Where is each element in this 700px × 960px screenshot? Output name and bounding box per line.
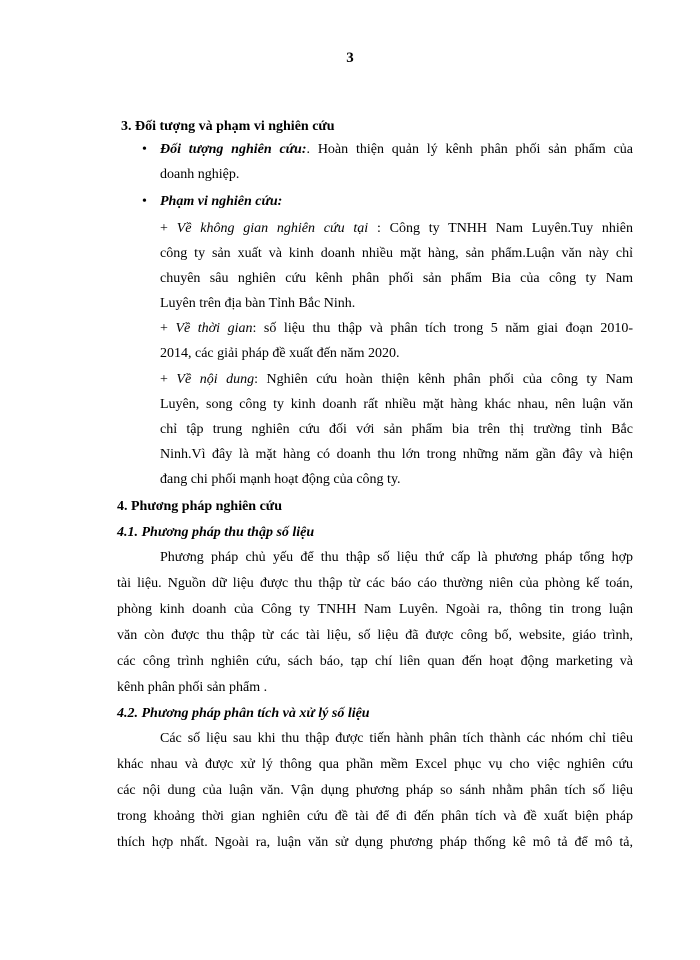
scope-content-text-2: Luyên, song công ty kinh doanh rất nhiều mặt hàng khác nhau, nên luận văn (160, 397, 633, 412)
paragraph-line: tài liệu. Nguồn dữ liệu được thu thập từ các báo cáo thường niên của phòng kế toán, (117, 576, 633, 591)
paragraph-line: trong khoảng thời gian nghiên cứu đề tài để đi đến phân tích và đề xuất biện pháp (117, 809, 633, 824)
scope-space-text-2: công ty sản xuất và kinh doanh nhiều mặt hàng, sản phẩm.Luận văn này chỉ (160, 246, 633, 261)
scope-time-text-2: 2014, các giải pháp đề xuất đến năm 2020. (160, 346, 400, 361)
paragraph-line: các công trình nghiên cứu, sách báo, tạp chí liên quan đến hoạt động marketing và (117, 654, 633, 669)
scope-space-text-3: chuyên sâu nghiên cứu kênh phân phối sản phẩm Bia của công ty Nam (160, 271, 633, 286)
paragraph-line: Các số liệu sau khi thu thập được tiến hành phân tích thành các nhóm chỉ tiêu (160, 731, 633, 746)
paragraph-line: khác nhau và được xử lý thông qua phần mềm Excel phục vụ cho việc nghiên cứu (117, 757, 633, 772)
scope-time-label: Về thời gian (175, 321, 253, 336)
subsection-4-2-heading: 4.2. Phương pháp phân tích và xử lý số liệu (117, 706, 370, 721)
bullet-dot-icon: • (142, 194, 147, 209)
bullet-research-object (160, 141, 633, 159)
research-object-text-cont: doanh nghiệp. (160, 167, 240, 182)
paragraph-line: các nội dung của luận văn. Vận dụng phương pháp so sánh nhằm phân tích số liệu (117, 783, 633, 798)
bullet-dot-icon: • (142, 142, 147, 157)
scope-time-text: : số liệu thu thập và phân tích trong 5 năm giai đoạn 2010- (252, 321, 633, 336)
section-4-heading: 4. Phương pháp nghiên cứu (117, 499, 282, 514)
paragraph-line: văn còn được thu thập từ các tài liệu, số liệu đã được công bố, website, giáo trình, (117, 628, 633, 643)
scope-content-text-5: đang chi phối mạnh hoạt động của công ty. (160, 472, 401, 487)
scope-content-line (160, 371, 633, 389)
scope-space-line (160, 220, 633, 238)
research-object-text: . Hoàn thiện quản lý kênh phân phối sản phẩm của (306, 142, 634, 157)
scope-space-text-4: Luyên trên địa bàn Tỉnh Bắc Ninh. (160, 296, 356, 311)
research-scope-label: Phạm vi nghiên cứu: (160, 194, 283, 209)
scope-content-label: Về nội dung (176, 372, 255, 387)
scope-content-text-3: chỉ tập trung nghiên cứu đối với sản phẩm bia trên thị trường tỉnh Bắc (160, 422, 633, 437)
paragraph-line: Phương pháp chủ yếu để thu thập số liệu thứ cấp là phương pháp tổng hợp (160, 550, 633, 565)
research-object-label: Đối tượng nghiên cứu: (160, 142, 307, 157)
scope-content-text: : Nghiên cứu hoàn thiện kênh phân phối của công ty Nam (254, 372, 633, 387)
subsection-4-1-heading: 4.1. Phương pháp thu thập số liệu (117, 525, 315, 540)
plus-prefix: + (160, 221, 177, 236)
scope-space-text: : Công ty TNHH Nam Luyên.Tuy nhiên (368, 221, 633, 236)
scope-time-line (160, 320, 633, 338)
page-number: 3 (346, 50, 354, 66)
scope-content-text-4: Ninh.Vì đây là mặt hàng có doanh thu lớn trong những năm gần đây và hiện (160, 447, 633, 462)
plus-prefix: + (160, 372, 177, 387)
paragraph-line: phòng kinh doanh của Công ty TNHH Nam Luyên. Ngoài ra, thông tin trong luận (117, 602, 633, 617)
scope-space-label: Về không gian nghiên cứu tại (176, 221, 369, 236)
paragraph-line: thích hợp nhất. Ngoài ra, luận văn sử dụng phương pháp thống kê mô tả để mô tả, (117, 835, 633, 850)
paragraph-line: kênh phân phối sản phẩm . (117, 680, 268, 695)
plus-prefix: + (160, 321, 176, 336)
section-3-heading: 3. Đối tượng và phạm vi nghiên cứu (121, 119, 335, 134)
